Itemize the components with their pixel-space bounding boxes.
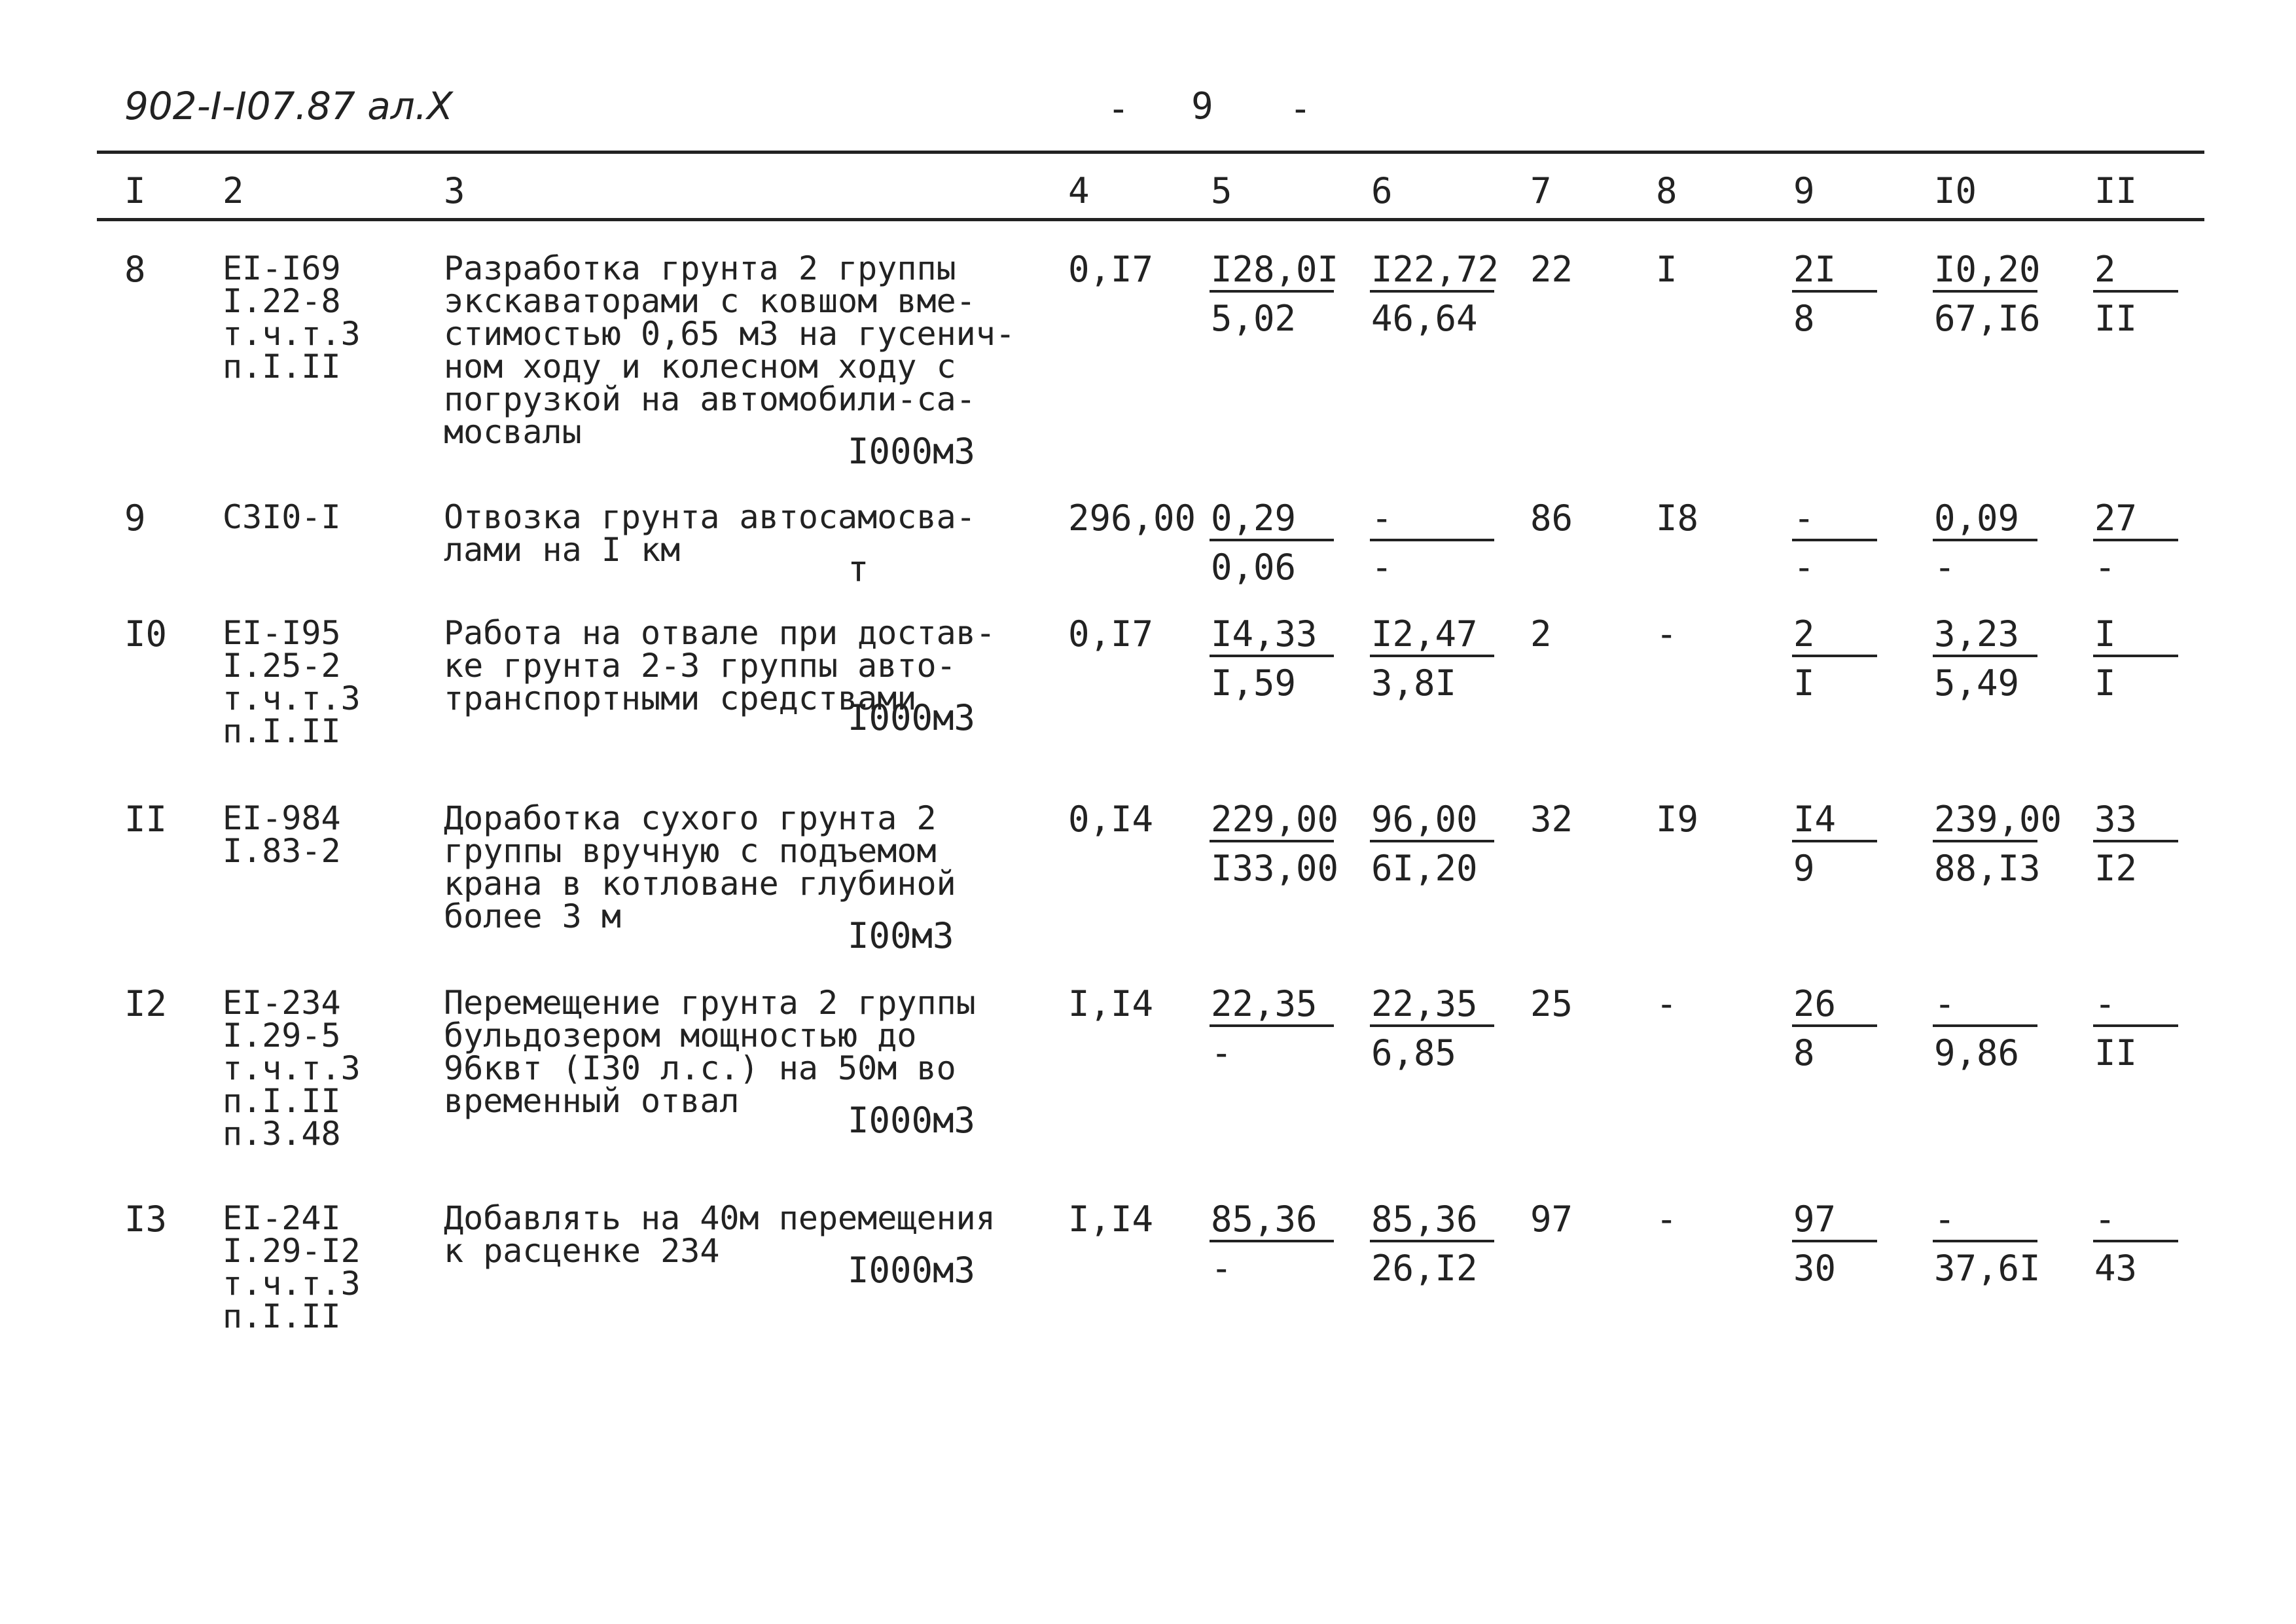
column-number: 9 xyxy=(1793,170,1815,211)
row-number: II xyxy=(124,799,168,840)
cost-direct-top: 0,29 xyxy=(1211,497,1297,539)
col-11-top: - xyxy=(2094,1199,2116,1240)
row-number: I0 xyxy=(124,613,168,655)
col-9-bottom: - xyxy=(1793,547,1815,588)
cost-machines-underline xyxy=(1370,290,1494,293)
cost-direct-underline xyxy=(1210,840,1334,842)
col-11-bottom: II xyxy=(2094,1032,2138,1074)
document-code: 902-I-I07.87 ал.Х xyxy=(124,84,454,128)
col-11-bottom: I2 xyxy=(2094,848,2138,889)
work-description: Работа на отвале при достав- ке грунта 2-3 группы авто- транспортными средствами xyxy=(444,614,996,717)
cost-direct-bottom: - xyxy=(1211,1248,1232,1289)
row-number: 8 xyxy=(124,249,146,290)
col-9-top: 26 xyxy=(1793,983,1837,1024)
cost-direct-bottom: I33,00 xyxy=(1211,848,1339,889)
col-11-underline xyxy=(2093,840,2178,842)
cost-direct-top: 229,00 xyxy=(1211,799,1339,840)
col-10-underline xyxy=(1933,539,2037,541)
cost-machines-top: 96,00 xyxy=(1371,799,1478,840)
cost-direct-top: 85,36 xyxy=(1211,1199,1318,1240)
quantity: 0,I4 xyxy=(1068,799,1154,840)
rate-code: ЕI-234 I.29-5 т.ч.т.3 п.I.II п.3.48 xyxy=(223,984,361,1153)
unit: I000м3 xyxy=(848,1250,976,1291)
col-9-underline xyxy=(1792,655,1877,657)
col-11-bottom: 43 xyxy=(2094,1248,2138,1289)
cost-machines-underline xyxy=(1370,539,1494,541)
unit: I00м3 xyxy=(848,915,954,956)
col-10-top: 0,09 xyxy=(1934,497,2020,539)
column-number: 4 xyxy=(1068,170,1090,211)
col-11-bottom: I xyxy=(2094,662,2116,704)
col-11-top: 33 xyxy=(2094,799,2138,840)
col-10-underline xyxy=(1933,290,2037,293)
row-number: I3 xyxy=(124,1199,168,1240)
cost-direct-bottom: I,59 xyxy=(1211,662,1297,704)
col-9-bottom: 8 xyxy=(1793,1032,1815,1074)
col-7: 32 xyxy=(1530,799,1573,840)
column-number: 3 xyxy=(444,170,465,211)
col-9-underline xyxy=(1792,1240,1877,1242)
col-9-top: - xyxy=(1793,497,1815,539)
column-number: 6 xyxy=(1371,170,1393,211)
cost-direct-top: I28,0I xyxy=(1211,249,1339,290)
cost-direct-underline xyxy=(1210,1240,1334,1242)
column-number: 8 xyxy=(1656,170,1677,211)
row-number: 9 xyxy=(124,497,146,539)
col-11-top: 27 xyxy=(2094,497,2138,539)
rate-code: ЕI-I69 I.22-8 т.ч.т.3 п.I.II xyxy=(223,249,361,386)
col-7: 25 xyxy=(1530,983,1573,1024)
col-11-underline xyxy=(2093,1024,2178,1027)
col-11-bottom: II xyxy=(2094,298,2138,339)
cost-direct-underline xyxy=(1210,655,1334,657)
col-7: 97 xyxy=(1530,1199,1573,1240)
col-10-bottom: 88,I3 xyxy=(1934,848,2041,889)
work-description: Разработка грунта 2 группы экскаваторами с ковшом вме- стимостью 0,65 м3 на гусенич- ном ходу и колесном ходу с погрузкой на автомобили-са- мосвалы xyxy=(444,249,1015,451)
col-7: 86 xyxy=(1530,497,1573,539)
page-dash-left: - xyxy=(1107,88,1130,130)
col-9-underline xyxy=(1792,840,1877,842)
col-8: I8 xyxy=(1656,497,1699,539)
col-10-bottom: - xyxy=(1934,547,1956,588)
cost-machines-underline xyxy=(1370,840,1494,842)
col-8: I9 xyxy=(1656,799,1699,840)
col-10-bottom: 37,6I xyxy=(1934,1248,2041,1289)
col-11-bottom: - xyxy=(2094,547,2116,588)
col-10-underline xyxy=(1933,1024,2037,1027)
unit: I000м3 xyxy=(848,697,976,738)
col-9-top: 97 xyxy=(1793,1199,1837,1240)
unit: т xyxy=(848,549,869,590)
col-10-top: 3,23 xyxy=(1934,613,2020,655)
col-9-top: 2 xyxy=(1793,613,1815,655)
header-rule xyxy=(97,218,2204,221)
col-10-top: I0,20 xyxy=(1934,249,2041,290)
col-10-bottom: 9,86 xyxy=(1934,1032,2020,1074)
col-9-bottom: 8 xyxy=(1793,298,1815,339)
unit: I000м3 xyxy=(848,431,976,472)
col-11-underline xyxy=(2093,1240,2178,1242)
work-description: Добавлять на 40м перемещения к расценке 234 xyxy=(444,1199,996,1270)
row-number: I2 xyxy=(124,983,168,1024)
rate-code: ЕI-24I I.29-I2 т.ч.т.3 п.I.II xyxy=(223,1199,361,1335)
col-7: 22 xyxy=(1530,249,1573,290)
work-description: Отвозка грунта автосамосва- лами на I км xyxy=(444,498,976,569)
quantity: 0,I7 xyxy=(1068,249,1154,290)
work-description: Перемещение грунта 2 группы бульдозером мощностью до 96квт (I30 л.с.) на 50м во временный отвал xyxy=(444,984,976,1120)
col-10-underline xyxy=(1933,840,2037,842)
cost-direct-bottom: 5,02 xyxy=(1211,298,1297,339)
cost-direct-underline xyxy=(1210,539,1334,541)
cost-machines-bottom: 3,8I xyxy=(1371,662,1457,704)
col-9-bottom: 30 xyxy=(1793,1248,1837,1289)
col-9-bottom: I xyxy=(1793,662,1815,704)
cost-direct-bottom: 0,06 xyxy=(1211,547,1297,588)
cost-direct-top: 22,35 xyxy=(1211,983,1318,1024)
col-9-top: I4 xyxy=(1793,799,1837,840)
col-8: I xyxy=(1656,249,1677,290)
column-number: 5 xyxy=(1211,170,1232,211)
quantity: 296,00 xyxy=(1068,497,1196,539)
cost-direct-underline xyxy=(1210,1024,1334,1027)
col-10-top: 239,00 xyxy=(1934,799,2062,840)
quantity: I,I4 xyxy=(1068,983,1154,1024)
col-9-underline xyxy=(1792,1024,1877,1027)
col-11-top: - xyxy=(2094,983,2116,1024)
cost-machines-bottom: - xyxy=(1371,547,1393,588)
quantity: 0,I7 xyxy=(1068,613,1154,655)
quantity: I,I4 xyxy=(1068,1199,1154,1240)
col-11-underline xyxy=(2093,539,2178,541)
column-number: 2 xyxy=(223,170,244,211)
col-10-bottom: 67,I6 xyxy=(1934,298,2041,339)
cost-direct-underline xyxy=(1210,290,1334,293)
cost-direct-bottom: - xyxy=(1211,1032,1232,1074)
column-number: I0 xyxy=(1934,170,1977,211)
cost-machines-bottom: 26,I2 xyxy=(1371,1248,1478,1289)
cost-machines-bottom: 6,85 xyxy=(1371,1032,1457,1074)
cost-machines-top: I22,72 xyxy=(1371,249,1499,290)
col-9-bottom: 9 xyxy=(1793,848,1815,889)
col-9-underline xyxy=(1792,290,1877,293)
col-8: - xyxy=(1656,613,1677,655)
col-10-top: - xyxy=(1934,1199,1956,1240)
col-11-underline xyxy=(2093,290,2178,293)
cost-machines-top: I2,47 xyxy=(1371,613,1478,655)
col-8: - xyxy=(1656,1199,1677,1240)
cost-machines-underline xyxy=(1370,1024,1494,1027)
col-11-top: I xyxy=(2094,613,2116,655)
cost-machines-bottom: 6I,20 xyxy=(1371,848,1478,889)
top-rule xyxy=(97,151,2204,154)
page-dash-right: - xyxy=(1289,88,1312,130)
cost-machines-underline xyxy=(1370,1240,1494,1242)
col-7: 2 xyxy=(1530,613,1552,655)
col-9-underline xyxy=(1792,539,1877,541)
col-10-bottom: 5,49 xyxy=(1934,662,2020,704)
cost-direct-top: I4,33 xyxy=(1211,613,1318,655)
cost-machines-top: 22,35 xyxy=(1371,983,1478,1024)
work-description: Доработка сухого грунта 2 группы вручную с подъемом крана в котловане глубиной более 3 м xyxy=(444,799,956,935)
col-9-top: 2I xyxy=(1793,249,1837,290)
col-11-top: 2 xyxy=(2094,249,2116,290)
rate-code: ЕI-I95 I.25-2 т.ч.т.3 п.I.II xyxy=(223,614,361,750)
cost-machines-underline xyxy=(1370,655,1494,657)
cost-machines-top: - xyxy=(1371,497,1393,539)
cost-machines-top: 85,36 xyxy=(1371,1199,1478,1240)
col-10-underline xyxy=(1933,1240,2037,1242)
rate-code: С3I0-I xyxy=(223,498,341,536)
cost-machines-bottom: 46,64 xyxy=(1371,298,1478,339)
unit: I000м3 xyxy=(848,1100,976,1141)
col-10-top: - xyxy=(1934,983,1956,1024)
column-number: 7 xyxy=(1530,170,1552,211)
column-number: I xyxy=(124,170,146,211)
col-11-underline xyxy=(2093,655,2178,657)
col-8: - xyxy=(1656,983,1677,1024)
column-number: II xyxy=(2094,170,2138,211)
page-number: 9 xyxy=(1191,85,1213,128)
col-10-underline xyxy=(1933,655,2037,657)
rate-code: ЕI-984 I.83-2 xyxy=(223,799,341,870)
